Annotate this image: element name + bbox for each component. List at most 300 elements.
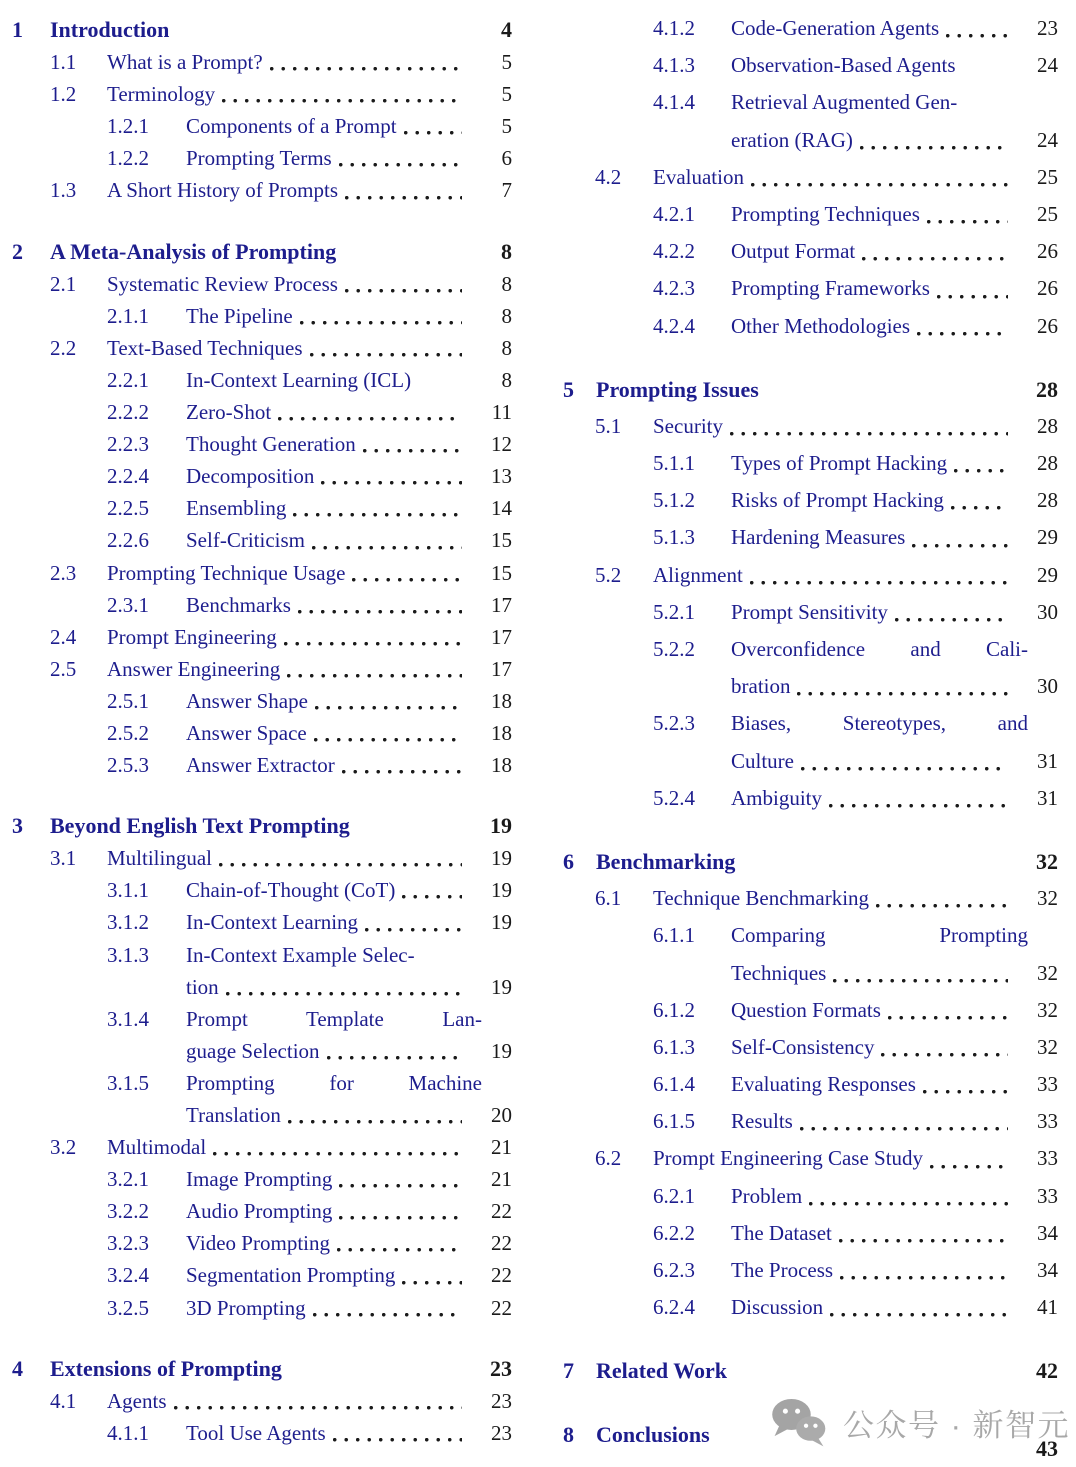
entry-number[interactable]: 6.1.2 — [653, 997, 695, 1022]
toc-entry-row — [563, 308, 1058, 345]
entry-title[interactable]: Output Format — [731, 239, 856, 264]
toc-entry-row — [563, 519, 1058, 556]
entry-number[interactable]: 3.2 — [50, 1135, 77, 1160]
page-number: 30 — [1037, 599, 1058, 624]
entry-title[interactable]: Prompt Engineering — [107, 624, 277, 649]
entry-title[interactable]: Ensembling — [186, 496, 287, 521]
entry-title[interactable]: Answer Shape — [186, 688, 308, 713]
entry-title[interactable]: Answer Engineering — [107, 656, 281, 681]
entry-number[interactable]: 5.2.3 — [653, 711, 695, 736]
entry-title[interactable]: bration — [731, 674, 791, 699]
dot-leader — [830, 1313, 1008, 1317]
entry-number[interactable]: 6.2.1 — [653, 1183, 695, 1208]
page-number: 29 — [1037, 525, 1058, 550]
dot-leader — [352, 578, 462, 582]
entry-title[interactable]: Comparing Prompting — [731, 923, 1028, 948]
dot-leader — [342, 770, 462, 774]
entry-number[interactable]: 1.3 — [50, 178, 77, 203]
entry-number[interactable]: 2.5.2 — [107, 720, 149, 745]
dot-leader — [300, 321, 462, 325]
entry-number[interactable]: 2.2 — [50, 335, 77, 360]
toc-entry-row — [12, 332, 512, 364]
entry-number[interactable]: 1.1 — [50, 50, 77, 75]
dot-leader — [314, 738, 462, 742]
entry-number[interactable]: 6.2 — [595, 1146, 622, 1171]
page-number: 30 — [1037, 674, 1058, 699]
toc-entry-row — [563, 47, 1058, 84]
dot-leader — [365, 928, 462, 932]
dot-leader — [923, 1090, 1008, 1094]
page-number: 18 — [491, 753, 512, 778]
entry-number[interactable]: 5.1 — [595, 413, 622, 438]
dot-leader — [339, 163, 462, 167]
entry-number[interactable]: 6.1.3 — [653, 1034, 695, 1059]
page-number: 5 — [501, 114, 512, 139]
page-number: 22 — [491, 1199, 512, 1224]
entry-title[interactable]: A Short History of Prompts — [107, 178, 339, 203]
page-number: 41 — [1037, 1295, 1058, 1320]
toc-entry-row — [12, 174, 512, 206]
entry-number[interactable]: 5.2 — [595, 562, 622, 587]
section-number[interactable]: 8 — [563, 1421, 574, 1447]
dot-leader — [402, 1281, 462, 1285]
entry-title[interactable]: Technique Benchmarking — [653, 886, 870, 911]
dot-leader — [339, 1216, 462, 1220]
entry-number[interactable]: 5.1.2 — [653, 488, 695, 513]
entry-title[interactable]: Prompting Frameworks — [731, 276, 930, 301]
entry-number[interactable]: 5.1.1 — [653, 451, 695, 476]
entry-title[interactable]: Discussion — [731, 1295, 824, 1320]
dot-leader — [404, 131, 462, 135]
section-title[interactable]: Extensions of Prompting — [50, 1355, 282, 1381]
section-title[interactable]: Benchmarking — [596, 848, 736, 874]
section-number[interactable]: 2 — [12, 238, 23, 264]
entry-title[interactable]: Culture — [731, 748, 794, 773]
dot-leader — [930, 1165, 1008, 1169]
page-number: 32 — [1036, 848, 1058, 874]
entry-number[interactable]: 4.1.3 — [653, 53, 695, 78]
page-number: 17 — [491, 592, 512, 617]
page-number: 4 — [501, 17, 512, 42]
toc-entry-continuation-row — [563, 743, 1058, 780]
entry-title[interactable]: Benchmarks — [186, 592, 291, 617]
entry-title[interactable]: In-Context Learning (ICL) — [186, 367, 412, 392]
page-number: 23 — [491, 1420, 512, 1445]
entry-title[interactable]: Chain-of-Thought (CoT) — [186, 878, 396, 903]
entry-number[interactable]: 6.1.4 — [653, 1072, 695, 1097]
toc-entry-row — [563, 1029, 1058, 1066]
section-number[interactable]: 5 — [563, 376, 574, 402]
toc-entry-row — [12, 749, 512, 781]
page-number: 42 — [1036, 1358, 1058, 1384]
dot-leader — [860, 146, 1008, 150]
toc-entry-row — [12, 1195, 512, 1227]
toc-entry-row — [563, 631, 1058, 668]
entry-number[interactable]: 3.2.5 — [107, 1295, 149, 1320]
entry-title[interactable]: Problem — [731, 1183, 803, 1208]
toc-entry-row — [563, 1289, 1058, 1326]
toc-entry-row — [12, 621, 512, 653]
entry-number[interactable]: 2.2.6 — [107, 528, 149, 553]
page-number: 22 — [491, 1295, 512, 1320]
section-title[interactable]: Conclusions — [596, 1421, 710, 1447]
dot-leader — [809, 1202, 1008, 1206]
dot-leader — [284, 642, 462, 646]
toc-entry-continuation-row — [563, 122, 1058, 159]
entry-number[interactable]: 5.2.2 — [653, 637, 695, 661]
entry-number[interactable]: 4.2.2 — [653, 239, 695, 264]
entry-number[interactable]: 2.2.3 — [107, 432, 149, 457]
entry-number[interactable]: 2.2.1 — [107, 367, 149, 392]
entry-title[interactable]: Image Prompting — [186, 1167, 333, 1192]
entry-title[interactable]: Self-Consistency — [731, 1034, 875, 1059]
entry-title[interactable]: Decomposition — [186, 464, 315, 489]
toc-entry-row — [12, 1417, 512, 1449]
entry-number[interactable]: 4.2.1 — [653, 201, 695, 226]
section-number[interactable]: 1 — [12, 17, 23, 42]
page-number: 8 — [501, 303, 512, 328]
toc-entry-row — [12, 589, 512, 621]
entry-title[interactable]: Prompt Template Lan- — [186, 1006, 482, 1031]
entry-title[interactable]: guage Selection — [186, 1038, 320, 1063]
entry-title[interactable]: In-Context Learning — [186, 910, 359, 935]
entry-title[interactable]: Alignment — [653, 562, 743, 587]
page-number: 20 — [491, 1103, 512, 1127]
section-number[interactable]: 6 — [563, 848, 574, 874]
dot-leader — [876, 904, 1008, 908]
toc-entry-row — [12, 1227, 512, 1259]
entry-number[interactable]: 2.3.1 — [107, 592, 149, 617]
toc-column-left — [12, 14, 512, 1453]
entry-title[interactable]: Results — [731, 1109, 793, 1134]
dot-leader — [333, 1438, 462, 1442]
toc-entry-row — [563, 1140, 1058, 1177]
page-number: 17 — [491, 624, 512, 649]
entry-number[interactable]: 5.1.3 — [653, 525, 695, 550]
dot-leader — [339, 1184, 462, 1188]
entry-number[interactable]: 6.1.5 — [653, 1109, 695, 1134]
toc-entry-row — [563, 445, 1058, 482]
dot-leader — [226, 992, 462, 996]
dot-leader — [288, 1120, 462, 1124]
entry-number[interactable]: 6.2.4 — [653, 1295, 695, 1320]
entry-number[interactable]: 2.5 — [50, 656, 77, 681]
page-number: 32 — [1037, 997, 1058, 1022]
dot-leader — [310, 353, 462, 357]
entry-title[interactable]: Audio Prompting — [186, 1199, 333, 1224]
page-number: 24 — [1037, 127, 1058, 152]
dot-leader — [797, 692, 1008, 696]
page-number: 26 — [1037, 313, 1058, 338]
entry-number[interactable]: 6.1 — [595, 886, 622, 911]
toc-entry-row — [12, 1259, 512, 1291]
dot-leader — [800, 1127, 1008, 1131]
entry-title[interactable]: eration (RAG) — [731, 127, 853, 152]
page-number: 19 — [490, 813, 512, 839]
entry-title[interactable]: Evaluation — [653, 164, 744, 189]
entry-title[interactable]: Agents — [107, 1388, 167, 1413]
toc-section-row — [563, 1416, 1058, 1461]
entry-title[interactable]: Techniques — [731, 960, 827, 985]
toc-entry-row — [12, 460, 512, 492]
entry-title[interactable]: Observation-Based Agents — [731, 53, 956, 78]
entry-number[interactable]: 2.2.2 — [107, 400, 149, 425]
toc-entry-row — [12, 874, 512, 906]
entry-title[interactable]: Multilingual — [107, 846, 212, 871]
toc-entry-row — [563, 159, 1058, 196]
entry-title[interactable]: Code-Generation Agents — [731, 16, 940, 40]
entry-number[interactable]: 2.1.1 — [107, 303, 149, 328]
dot-leader — [895, 618, 1008, 622]
dot-leader — [881, 1053, 1008, 1057]
entry-number[interactable]: 3.2.1 — [107, 1167, 149, 1192]
entry-title[interactable]: Other Methodologies — [731, 313, 911, 338]
entry-title[interactable]: Terminology — [107, 82, 216, 107]
entry-title[interactable]: Types of Prompt Hacking — [731, 451, 948, 476]
entry-title[interactable]: Answer Extractor — [186, 753, 335, 778]
entry-number[interactable]: 3.2.2 — [107, 1199, 149, 1224]
toc-entry-row — [563, 233, 1058, 270]
entry-number[interactable]: 4.1.2 — [653, 16, 695, 40]
entry-number[interactable]: 1.2.2 — [107, 146, 149, 171]
entry-title[interactable]: Risks of Prompt Hacking — [731, 488, 944, 513]
section-title[interactable]: Beyond English Text Prompting — [50, 813, 350, 839]
toc-entry-row — [563, 84, 1058, 121]
section-number[interactable]: 4 — [12, 1355, 23, 1381]
page-number: 33 — [1037, 1109, 1058, 1134]
entry-title[interactable]: Translation — [186, 1103, 281, 1127]
section-number[interactable]: 7 — [563, 1358, 574, 1384]
section-title[interactable]: Introduction — [50, 17, 170, 42]
toc-entry-row — [563, 705, 1058, 742]
page-number: 8 — [501, 335, 512, 360]
entry-title[interactable]: The Dataset — [731, 1220, 832, 1245]
page-number: 23 — [1037, 16, 1058, 40]
page-number: 32 — [1037, 1034, 1058, 1059]
toc-entry-row — [12, 717, 512, 749]
entry-title[interactable]: Biases, Stereotypes, and — [731, 711, 1028, 736]
page-number: 11 — [491, 400, 512, 425]
page-number: 19 — [491, 1038, 512, 1063]
toc-entry-row — [563, 1178, 1058, 1215]
entry-number[interactable]: 4.1.1 — [107, 1420, 149, 1445]
page-number: 43 — [1036, 1435, 1058, 1461]
entry-title[interactable]: The Pipeline — [186, 303, 293, 328]
dot-leader — [313, 1313, 462, 1317]
entry-number[interactable]: 2.2.5 — [107, 496, 149, 521]
dot-leader — [839, 1239, 1008, 1243]
page-number: 14 — [491, 496, 512, 521]
toc-entry-row — [12, 906, 512, 938]
toc-entry-row — [12, 428, 512, 460]
entry-number[interactable]: 3.1.4 — [107, 1006, 149, 1031]
toc-entry-row — [12, 78, 512, 110]
entry-number[interactable]: 1.2 — [50, 82, 77, 107]
toc-entry-continuation-row — [12, 1099, 512, 1131]
entry-number[interactable]: 2.1 — [50, 271, 77, 296]
page-number: 33 — [1037, 1146, 1058, 1171]
dot-leader — [730, 432, 1008, 436]
entry-number[interactable]: 4.2 — [595, 164, 622, 189]
entry-title[interactable]: Components of a Prompt — [186, 114, 397, 139]
toc-entry-row — [12, 1292, 512, 1324]
entry-number[interactable]: 6.1.1 — [653, 923, 695, 948]
entry-number[interactable]: 4.2.3 — [653, 276, 695, 301]
entry-number[interactable]: 3.1.3 — [107, 942, 149, 967]
page-number: 19 — [491, 846, 512, 871]
entry-number[interactable]: 2.5.3 — [107, 753, 149, 778]
toc-entry-row — [12, 142, 512, 174]
dot-leader — [213, 1152, 462, 1156]
entry-title[interactable]: Security — [653, 413, 723, 438]
dot-leader — [402, 895, 462, 899]
page-number: 28 — [1036, 376, 1058, 402]
dot-leader — [833, 979, 1008, 983]
entry-number[interactable]: 4.2.4 — [653, 313, 695, 338]
toc-entry-row — [12, 110, 512, 142]
entry-number[interactable]: 3.2.4 — [107, 1263, 149, 1288]
toc-entry-row — [12, 939, 512, 971]
dot-leader — [219, 863, 462, 867]
entry-title[interactable]: Text-Based Techniques — [107, 335, 303, 360]
entry-number[interactable]: 4.1 — [50, 1388, 77, 1413]
page-number: 13 — [491, 464, 512, 489]
dot-leader — [912, 544, 1008, 548]
dot-leader — [345, 196, 462, 200]
dot-leader — [293, 513, 462, 517]
dot-leader — [946, 34, 1008, 38]
entry-number[interactable]: 2.3 — [50, 560, 77, 585]
dot-leader — [801, 767, 1008, 771]
dot-leader — [287, 674, 462, 678]
page-number: 8 — [501, 271, 512, 296]
entry-title[interactable]: Segmentation Prompting — [186, 1263, 396, 1288]
toc-entry-row — [12, 300, 512, 332]
dot-leader — [829, 804, 1008, 808]
page-number: 19 — [491, 910, 512, 935]
entry-number[interactable]: 3.1 — [50, 846, 77, 871]
page-number: 24 — [1037, 53, 1058, 78]
dot-leader — [312, 546, 462, 550]
dot-leader — [917, 332, 1008, 336]
dot-leader — [750, 581, 1008, 585]
page-number: 33 — [1037, 1072, 1058, 1097]
entry-title[interactable]: Thought Generation — [186, 432, 356, 457]
section-number[interactable]: 3 — [12, 813, 23, 839]
entry-title[interactable]: Prompting Terms — [186, 146, 332, 171]
entry-title[interactable]: Evaluating Responses — [731, 1072, 916, 1097]
toc-entry-continuation-row — [12, 1035, 512, 1067]
entry-title[interactable]: Question Formats — [731, 997, 881, 1022]
entry-number[interactable]: 2.5.1 — [107, 688, 149, 713]
entry-title[interactable]: Overconfidence and Cali- — [731, 637, 1028, 661]
entry-number[interactable]: 6.2.3 — [653, 1258, 695, 1282]
toc-entry-row — [563, 557, 1058, 594]
toc-section-row — [12, 14, 512, 46]
entry-title[interactable]: Prompting Technique Usage — [107, 560, 346, 585]
entry-number[interactable]: 3.1.5 — [107, 1070, 149, 1095]
section-title[interactable]: A Meta-Analysis of Prompting — [50, 238, 337, 264]
entry-title[interactable]: Tool Use Agents — [186, 1420, 326, 1445]
entry-title[interactable]: Systematic Review Process — [107, 271, 338, 296]
toc-entry-row — [563, 594, 1058, 631]
entry-number[interactable]: 3.1.2 — [107, 910, 149, 935]
entry-title[interactable]: Zero-Shot — [186, 400, 272, 425]
entry-title[interactable]: Prompting for Machine — [186, 1070, 482, 1095]
entry-title[interactable]: Prompting Techniques — [731, 201, 920, 226]
toc-entry-row — [563, 196, 1058, 233]
page-number: 25 — [1037, 164, 1058, 189]
dot-leader — [927, 220, 1008, 224]
entry-number[interactable]: 4.1.4 — [653, 90, 695, 115]
entry-title[interactable]: Retrieval Augmented Gen- — [731, 90, 958, 115]
toc-entry-row — [12, 1003, 512, 1035]
entry-number[interactable]: 2.4 — [50, 624, 77, 649]
entry-title[interactable]: The Process — [731, 1258, 834, 1282]
entry-title[interactable]: Multimodal — [107, 1135, 207, 1160]
toc-entry-row — [563, 992, 1058, 1029]
page-number: 26 — [1037, 239, 1058, 264]
dot-leader — [270, 67, 462, 71]
entry-number[interactable]: 1.2.1 — [107, 114, 149, 139]
toc-entry-row — [12, 268, 512, 300]
toc-section-row — [12, 1353, 512, 1385]
toc-entry-continuation-row — [563, 955, 1058, 992]
section-title[interactable]: Related Work — [596, 1358, 727, 1384]
dot-leader — [888, 1016, 1008, 1020]
entry-title[interactable]: In-Context Example Selec- — [186, 942, 415, 967]
toc-entry-continuation-row — [563, 668, 1058, 705]
dot-leader — [327, 1056, 462, 1060]
toc-entry-row — [563, 1215, 1058, 1252]
entry-title[interactable]: Prompt Engineering Case Study — [653, 1146, 924, 1171]
entry-number[interactable]: 5.2.1 — [653, 599, 695, 624]
entry-title[interactable]: Ambiguity — [731, 785, 823, 810]
page-number: 7 — [501, 178, 512, 203]
dot-leader — [321, 481, 462, 485]
entry-number[interactable]: 3.1.1 — [107, 878, 149, 903]
toc-entry-row — [12, 557, 512, 589]
dot-leader — [298, 610, 462, 614]
page-number: 15 — [491, 528, 512, 553]
toc-entry-row — [563, 1066, 1058, 1103]
entry-title[interactable]: Video Prompting — [186, 1231, 330, 1256]
entry-title[interactable]: 3D Prompting — [186, 1295, 306, 1320]
entry-title[interactable]: Self-Criticism — [186, 528, 305, 553]
toc-entry-row — [563, 880, 1058, 917]
entry-number[interactable]: 5.2.4 — [653, 785, 695, 810]
toc-entry-row — [12, 685, 512, 717]
page-number: 25 — [1037, 201, 1058, 226]
page-number: 5 — [501, 50, 512, 75]
entry-number[interactable]: 6.2.2 — [653, 1220, 695, 1245]
entry-title[interactable]: What is a Prompt? — [107, 50, 263, 75]
entry-number[interactable]: 3.2.3 — [107, 1231, 149, 1256]
entry-title[interactable]: Hardening Measures — [731, 525, 906, 550]
toc-section-row — [12, 236, 512, 268]
entry-number[interactable]: 2.2.4 — [107, 464, 149, 489]
toc-entry-row — [563, 1103, 1058, 1140]
entry-title[interactable]: Answer Space — [186, 720, 307, 745]
dot-leader — [278, 417, 462, 421]
page-number: 31 — [1037, 785, 1058, 810]
toc-entry-row — [563, 482, 1058, 519]
entry-title[interactable]: tion — [186, 974, 219, 999]
section-title[interactable]: Prompting Issues — [596, 376, 759, 402]
entry-title[interactable]: Prompt Sensitivity — [731, 599, 888, 624]
page-number: 19 — [491, 878, 512, 903]
page-number: 18 — [491, 688, 512, 713]
